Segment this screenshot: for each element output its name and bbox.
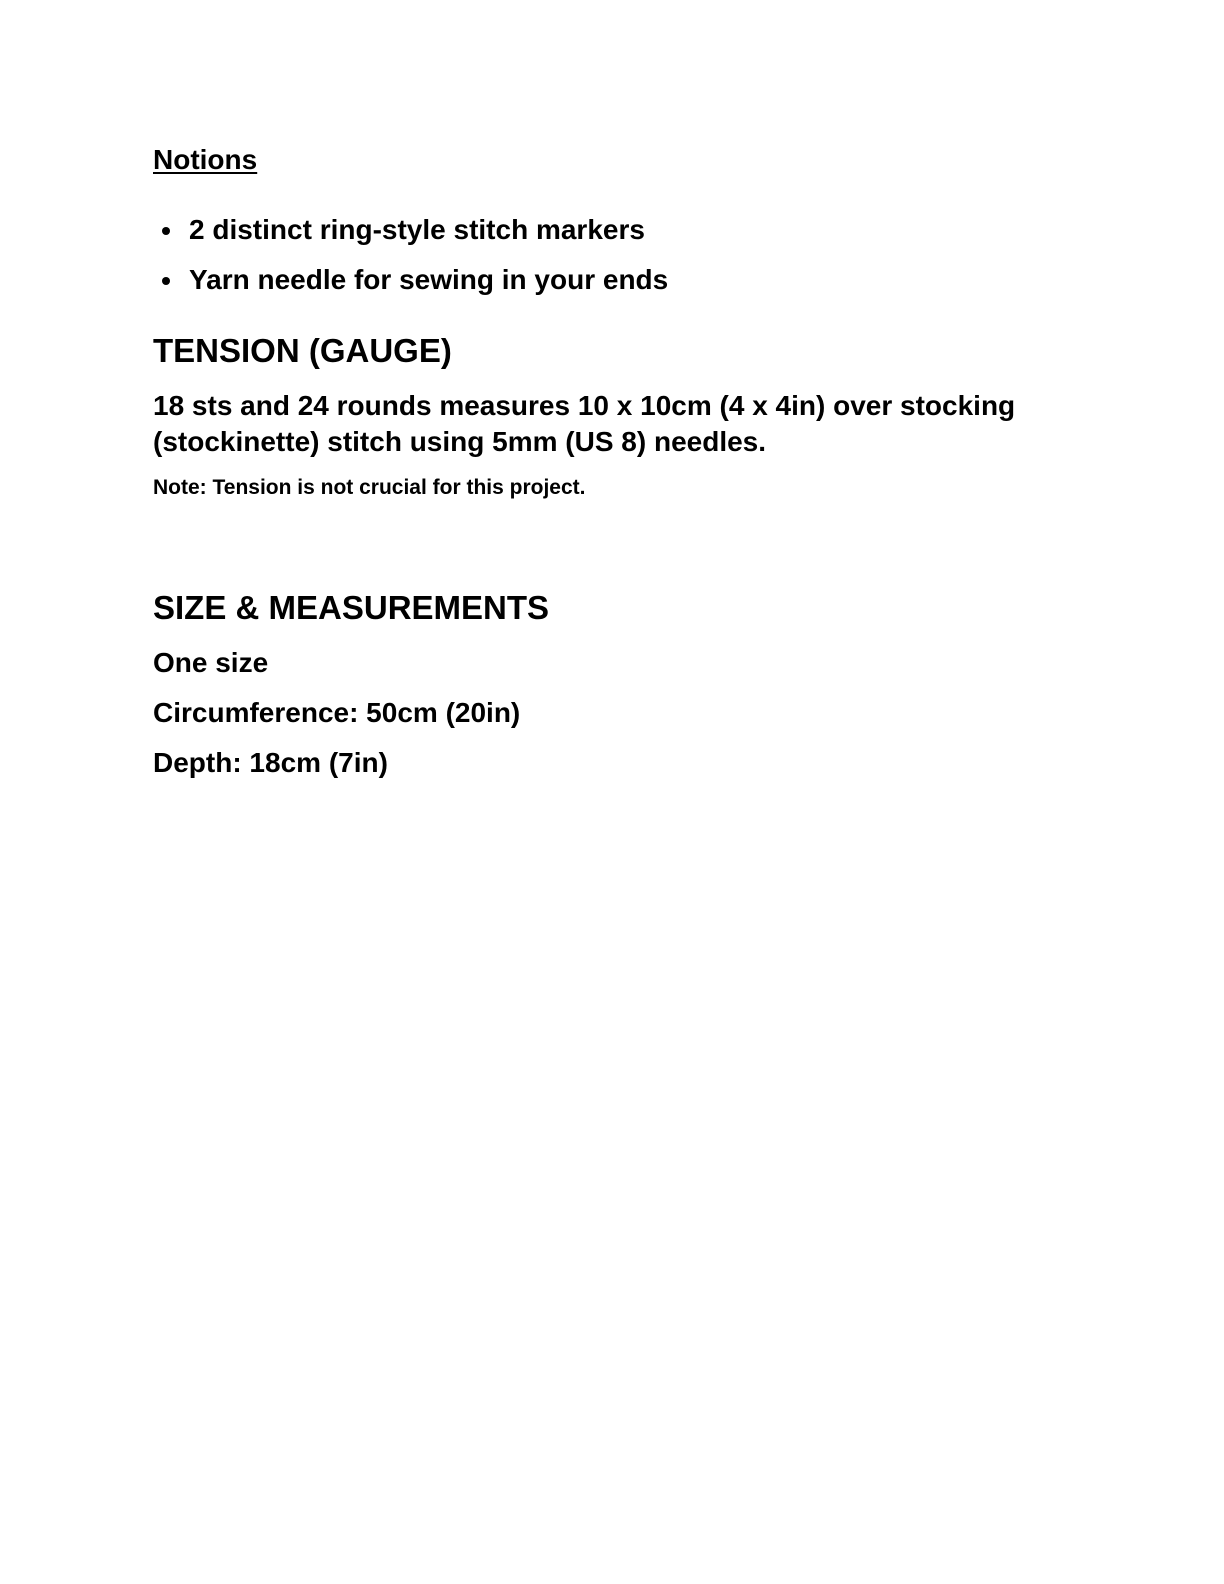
tension-note: Note: Tension is not crucial for this project. (153, 476, 586, 499)
tension-description: 18 sts and 24 rounds measures 10 x 10cm (4 x 4in) over stocking (stockinette) stitch using 5mm (US 8) needles. (153, 390, 1016, 457)
notions-list (153, 211, 668, 311)
size-line-circumference: Circumference: 50cm (20in) (153, 697, 521, 728)
size-measurements-heading: SIZE & MEASUREMENTS (153, 589, 550, 626)
size-line-one-size: One size (153, 647, 269, 678)
size-line-depth: Depth: 18cm (7in) (153, 747, 388, 778)
list-item (153, 211, 668, 261)
list-item-text: 2 distinct ring-style stitch markers (189, 214, 645, 245)
bullet-icon (162, 227, 170, 235)
notions-heading: Notions (153, 144, 258, 175)
tension-heading: TENSION (GAUGE) (153, 332, 452, 369)
list-item-text: Yarn needle for sewing in your ends (189, 264, 669, 295)
list-item (153, 261, 668, 311)
bullet-icon (162, 277, 170, 285)
